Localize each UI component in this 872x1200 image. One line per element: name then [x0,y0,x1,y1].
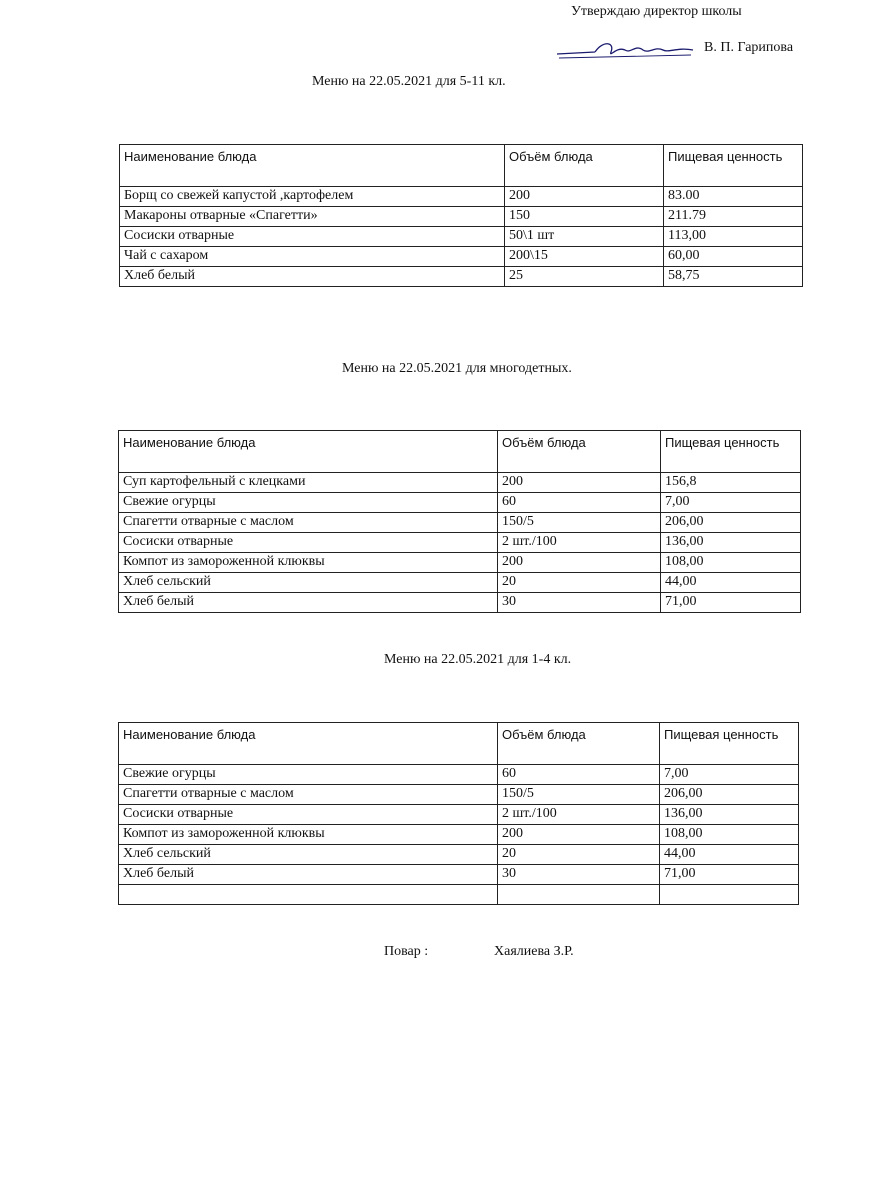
table-row [119,785,799,805]
dish-nutrition: 71,00 [660,865,799,885]
dish-nutrition: 156,8 [661,473,801,493]
dish-volume: 60 [498,493,661,513]
dish-name: Сосиски отварные [119,533,498,553]
table-row [119,845,799,865]
column-header-volume: Объём блюда [498,431,661,473]
dish-volume: 20 [498,573,661,593]
dish-nutrition: 108,00 [660,825,799,845]
table-header-row [119,723,799,765]
table-row [119,825,799,845]
dish-volume: 25 [505,267,664,287]
dish-name: Свежие огурцы [119,493,498,513]
table-row [119,533,801,553]
column-header-volume: Объём блюда [498,723,660,765]
dish-nutrition [660,885,799,905]
menu-table [118,430,801,613]
table-row [119,865,799,885]
dish-name: Суп картофельный с клецками [119,473,498,493]
dish-volume: 30 [498,865,660,885]
dish-nutrition: 7,00 [660,765,799,785]
dish-nutrition: 136,00 [660,805,799,825]
dish-name: Хлеб белый [119,865,498,885]
dish-nutrition: 44,00 [660,845,799,865]
cook-name: Хаялиева З.Р. [494,944,574,959]
table-row [120,267,803,287]
table-row [119,473,801,493]
column-header-volume: Объём блюда [505,145,664,187]
dish-nutrition: 206,00 [661,513,801,533]
table-row [119,513,801,533]
dish-nutrition: 58,75 [664,267,803,287]
director-name: В. П. Гарипова [704,40,794,55]
dish-name: Спагетти отварные с маслом [119,785,498,805]
dish-name: Сосиски отварные [119,805,498,825]
table-row [120,247,803,267]
dish-volume: 200 [498,825,660,845]
dish-name: Хлеб белый [120,267,505,287]
column-header-nutrition: Пищевая ценность [661,431,801,473]
table-row [120,207,803,227]
dish-nutrition: 108,00 [661,553,801,573]
dish-name: Борщ со свежей капустой ,картофелем [120,187,505,207]
column-header-name: Наименование блюда [120,145,505,187]
dish-volume [498,885,660,905]
director-signature [555,38,695,62]
dish-name: Компот из замороженной клюквы [119,553,498,573]
dish-nutrition: 113,00 [664,227,803,247]
dish-nutrition: 206,00 [660,785,799,805]
menu-table [118,722,799,905]
dish-volume: 2 шт./100 [498,805,660,825]
dish-volume: 200 [498,473,661,493]
dish-nutrition: 60,00 [664,247,803,267]
dish-nutrition: 136,00 [661,533,801,553]
dish-nutrition: 7,00 [661,493,801,513]
dish-name: Компот из замороженной клюквы [119,825,498,845]
dish-volume: 2 шт./100 [498,533,661,553]
table-row [119,805,799,825]
column-header-name: Наименование блюда [119,723,498,765]
dish-name: Спагетти отварные с маслом [119,513,498,533]
table-header-row [119,431,801,473]
menu-table [119,144,803,287]
table-row [119,553,801,573]
menu-title: Меню на 22.05.2021 для 1-4 кл. [384,652,572,667]
dish-volume: 200 [505,187,664,207]
dish-volume: 200\15 [505,247,664,267]
cook-label: Повар : [384,944,429,959]
dish-name: Хлеб сельский [119,573,498,593]
dish-volume: 150/5 [498,785,660,805]
menu-title: Меню на 22.05.2021 для 5-11 кл. [312,74,506,89]
approval-text: Утверждаю директор школы [571,4,742,19]
dish-nutrition: 83.00 [664,187,803,207]
dish-volume: 50\1 шт [505,227,664,247]
table-row [119,885,799,905]
dish-nutrition: 44,00 [661,573,801,593]
dish-volume: 60 [498,765,660,785]
table-header-row [120,145,803,187]
table-row [120,187,803,207]
column-header-nutrition: Пищевая ценность [660,723,799,765]
dish-volume: 200 [498,553,661,573]
dish-volume: 30 [498,593,661,613]
dish-name [119,885,498,905]
dish-name: Хлеб белый [119,593,498,613]
dish-name: Макароны отварные «Спагетти» [120,207,505,227]
dish-name: Свежие огурцы [119,765,498,785]
menu-title: Меню на 22.05.2021 для многодетных. [342,361,572,376]
column-header-nutrition: Пищевая ценность [664,145,803,187]
column-header-name: Наименование блюда [119,431,498,473]
dish-volume: 20 [498,845,660,865]
dish-volume: 150 [505,207,664,227]
dish-name: Хлеб сельский [119,845,498,865]
table-row [119,493,801,513]
dish-name: Чай с сахаром [120,247,505,267]
dish-name: Сосиски отварные [120,227,505,247]
table-row [119,573,801,593]
dish-nutrition: 71,00 [661,593,801,613]
dish-volume: 150/5 [498,513,661,533]
table-row [120,227,803,247]
dish-nutrition: 211.79 [664,207,803,227]
table-row [119,593,801,613]
table-row [119,765,799,785]
